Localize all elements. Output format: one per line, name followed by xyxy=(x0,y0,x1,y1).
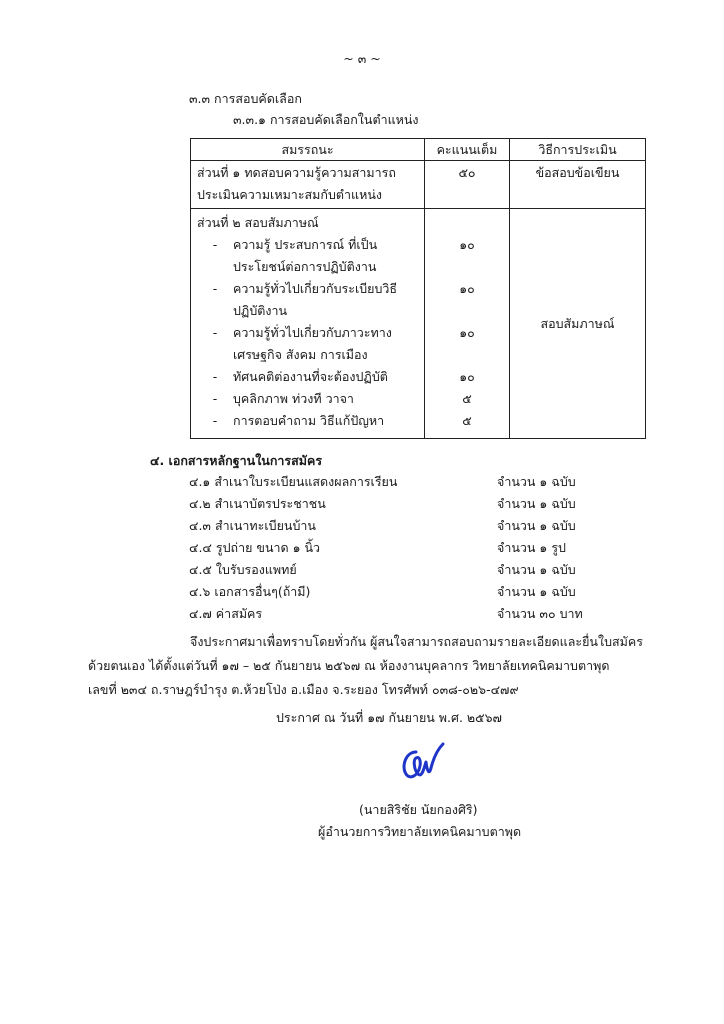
section-3-3-1-heading: ๓.๓.๑ การสอบคัดเลือกในตำแหน่ง xyxy=(233,112,419,127)
announcement-line-1: จึงประกาศมาเพื่อทราบโดยทั่วกัน ผู้สนใจสามารถสอบถามรายละเอียดและยื่นใบสมัคร xyxy=(190,634,643,649)
header-competency: สมรรถนะ xyxy=(191,139,425,161)
part2-score: ๑๐ xyxy=(459,281,475,296)
part2-item: - ความรู้ทั่วไปเกี่ยวกับภาวะทาง เศรษฐกิจ สังคม การเมือง xyxy=(212,325,392,362)
part2-item: - บุคลิกภาพ ท่วงที วาจา xyxy=(212,391,354,406)
part2-score: ๑๐ xyxy=(459,325,475,340)
document-item-count: จำนวน ๑ ฉบับ xyxy=(497,584,576,599)
table-row-part1 xyxy=(191,161,646,209)
signature-image xyxy=(396,738,448,786)
table-row-part2 xyxy=(191,209,646,439)
document-item-label: ๔.๔ รูปถ่าย ขนาด ๑ นิ้ว xyxy=(189,540,321,555)
document-item-count: จำนวน ๑ ฉบับ xyxy=(497,474,576,489)
document-item-count: จำนวน ๑ ฉบับ xyxy=(497,562,576,577)
part1-score-cell xyxy=(425,161,510,209)
part2-score: ๑๐ xyxy=(459,369,475,384)
part2-item: - ความรู้ ประสบการณ์ ที่เป็น ประโยชน์ต่อการปฏิบัติงาน xyxy=(212,237,378,274)
document-item-label: ๔.๖ เอกสารอื่นๆ(ถ้ามี) xyxy=(189,584,311,599)
part1-competency xyxy=(191,161,425,209)
part2-score-cell xyxy=(425,209,510,439)
part2-competency xyxy=(191,209,425,439)
part1-score: ๕๐ xyxy=(458,165,476,180)
document-item-label: ๔.๒ สำเนาบัตรประชาชน xyxy=(189,496,326,511)
part1-line2: ประเมินความเหมาะสมกับตำแหน่ง xyxy=(197,187,382,202)
part2-item: - การตอบคำถาม วิธีแก้ปัญหา xyxy=(212,413,385,428)
section-4-heading: ๔. เอกสารหลักฐานในการสมัคร xyxy=(150,453,323,468)
competency-table xyxy=(190,138,646,439)
part2-item: - ทัศนคติต่องานที่จะต้องปฏิบัติ xyxy=(212,369,388,384)
header-method: วิธีการประเมิน xyxy=(510,139,646,161)
document-item-label: ๔.๕ ใบรับรองแพทย์ xyxy=(189,562,297,577)
document-item-label: ๔.๗ ค่าสมัคร xyxy=(189,606,263,621)
part2-item: - ความรู้ทั่วไปเกี่ยวกับระเบียบวิธี ปฏิบัติงาน xyxy=(212,281,398,318)
header-full-score: คะแนนเต็ม xyxy=(425,139,510,161)
part2-score: ๕ xyxy=(462,391,472,406)
table-header-row xyxy=(191,139,646,161)
announcement-date: ประกาศ ณ วันที่ ๑๗ กันยายน พ.ศ. ๒๕๖๗ xyxy=(276,710,502,725)
document-item-label: ๔.๓ สำเนาทะเบียนบ้าน xyxy=(189,518,316,533)
part1-line1: ส่วนที่ ๑ ทดสอบความรู้ความสามารถ xyxy=(197,165,396,180)
part2-title: ส่วนที่ ๒ สอบสัมภาษณ์ xyxy=(197,215,319,230)
part2-score: ๕ xyxy=(462,413,472,428)
signer-name: (นายสิริชัย นัยกองศิริ) xyxy=(359,802,478,817)
part1-method-cell xyxy=(510,161,646,209)
document-item-count: จำนวน ๓๐ บาท xyxy=(497,606,583,621)
document-item-label: ๔.๑ สำเนาใบระเบียนแสดงผลการเรียน xyxy=(189,474,398,489)
part2-method: สอบสัมภาษณ์ xyxy=(540,315,615,331)
signature-stroke xyxy=(404,744,443,777)
document-item-count: จำนวน ๑ รูป xyxy=(497,540,566,555)
part1-method: ข้อสอบข้อเขียน xyxy=(535,165,620,180)
section-3-3-heading: ๓.๓ การสอบคัดเลือก xyxy=(189,91,302,106)
part2-method-cell xyxy=(510,209,646,439)
announcement-line-2: ด้วยตนเอง ได้ตั้งแต่วันที่ ๑๗ – ๒๕ กันยายน ๒๕๖๗ ณ ห้องงานบุคลากร วิทยาลัยเทคนิคมาบตาพุด xyxy=(88,658,610,673)
announcement-line-3: เลขที่ ๒๓๔ ถ.ราษฎร์บำรุง ต.ห้วยโป่ง อ.เมือง จ.ระยอง โทรศัพท์ ๐๓๘-๐๒๖-๔๗๙ xyxy=(88,682,519,697)
page-number: ~ ๓ ~ xyxy=(343,51,381,66)
document-item-count: จำนวน ๑ ฉบับ xyxy=(497,496,576,511)
signer-position: ผู้อำนวยการวิทยาลัยเทคนิคมาบตาพุด xyxy=(318,824,522,839)
part2-score: ๑๐ xyxy=(459,237,475,252)
document-item-count: จำนวน ๑ ฉบับ xyxy=(497,518,576,533)
